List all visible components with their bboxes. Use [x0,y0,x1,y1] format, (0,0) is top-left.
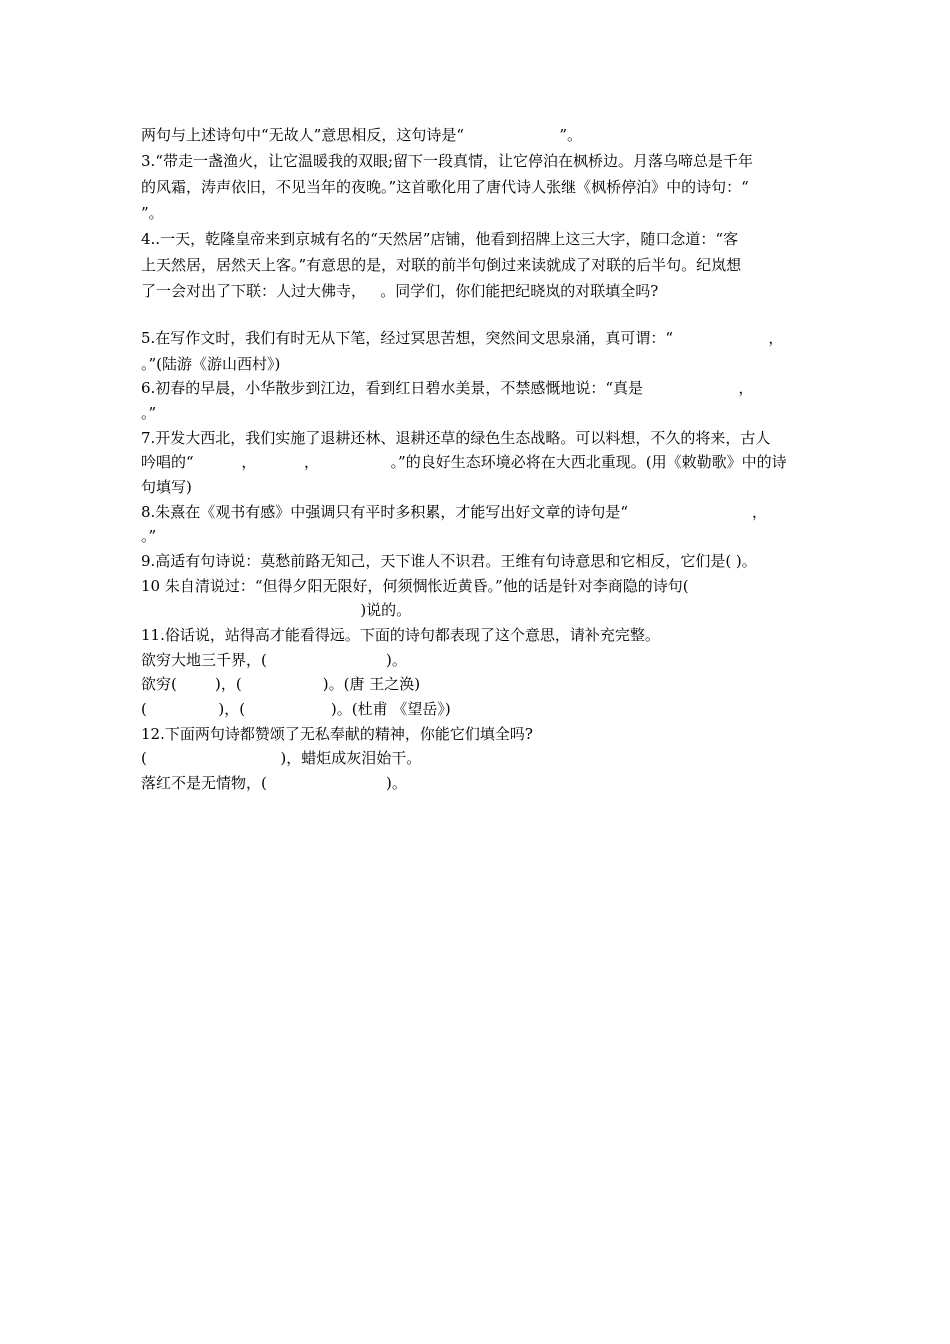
text-line: 3.“带走一盏渔火，让它温暖我的双眼;留下一段真情，让它停泊在枫桥边。月落乌啼总是千年 [141,152,754,170]
text-line: 6.初春的早晨，小华散步到江边，看到红日碧水美景，不禁感慨地说：“真是 ， [141,379,754,397]
text-line: 11.俗话说，站得高才能看得远。下面的诗句都表现了这个意思，请补充完整。 [141,626,660,644]
text-line: 了一会对出了下联：人过大佛寺， 。同学们，你们能把纪晓岚的对联填全吗? [141,282,659,300]
text-line: 。”(陆游《游山西村》) [141,355,281,373]
text-line: 。” [141,404,157,422]
text-line: 9.高适有句诗说：莫愁前路无知己，天下谁人不识君。王维有句诗意思和它相反，它们是( )。 [141,552,757,570]
text-line: 上天然居，居然天上客。”有意思的是，对联的前半句倒过来读就成了对联的后半句。纪岚想 [141,256,742,274]
text-line: 两句与上述诗句中“无故人”意思相反，这句诗是“ ”。 [141,126,583,144]
text-line: 7.开发大西北，我们实施了退耕还林、退耕还草的绿色生态战略。可以料想，不久的将来，古人 [141,429,771,447]
text-line: 吟唱的“ ， ， 。”的良好生态环境必将在大西北重现。(用《敕勒歌》中的诗 [141,453,787,471]
text-line: ”。 [141,204,164,222]
text-line: 4..一天，乾隆皇帝来到京城有名的“天然居”店铺，他看到招牌上这三大字，随口念道：“客 [141,230,739,248]
text-line: 句填写) [141,478,192,496]
text-line: 的风霜，涛声依旧，不见当年的夜晚。”这首歌化用了唐代诗人张继《枫桥停泊》中的诗句：“ [141,178,749,196]
text-line: ( )，蜡炬成灰泪始干。 [141,749,422,767]
text-line: 8.朱熹在《观书有感》中强调只有平时多积累，才能写出好文章的诗句是“ ， [141,503,767,521]
text-line: 欲穷( )，( )。(唐 王之涣) [141,675,421,693]
text-line: 落红不是无情物，( )。 [141,774,407,792]
text-line: 10 朱自清说过：“但得夕阳无限好，何须惆怅近黄昏。”他的话是针对李商隐的诗句( [141,577,689,595]
text-line: ( )，( )。(杜甫 《望岳》) [141,700,451,718]
text-line: 5.在写作文时，我们有时无从下笔，经过冥思苦想，突然间文思泉涌，真可谓：“ ， [141,329,784,347]
text-line: )说的。 [141,601,412,619]
text-line: 12.下面两句诗都赞颂了无私奉献的精神，你能它们填全吗? [141,725,533,743]
text-line: 。” [141,527,157,545]
text-line: 欲穷大地三千界，( )。 [141,651,407,669]
